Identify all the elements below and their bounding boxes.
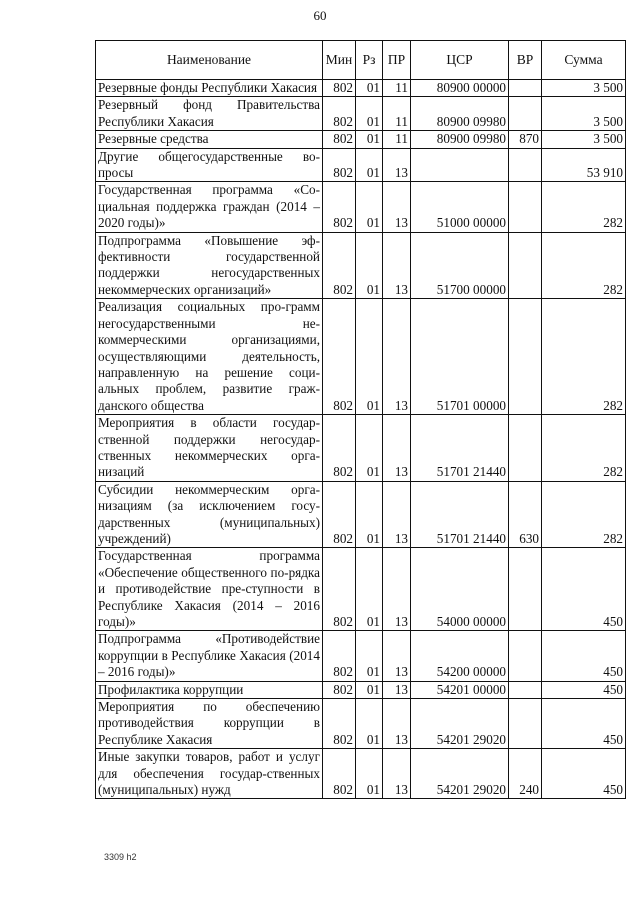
cell-sum: 450 <box>542 749 626 799</box>
cell-csr: 54201 29020 <box>411 749 509 799</box>
cell-rz: 01 <box>356 415 383 482</box>
cell-rz: 01 <box>356 232 383 299</box>
cell-pr: 13 <box>383 481 411 548</box>
cell-rz: 01 <box>356 699 383 749</box>
cell-pr: 13 <box>383 415 411 482</box>
cell-csr: 54200 00000 <box>411 631 509 681</box>
cell-csr: 80900 09980 <box>411 97 509 131</box>
cell-rz: 01 <box>356 681 383 698</box>
cell-sum: 450 <box>542 681 626 698</box>
cell-pr: 13 <box>383 299 411 415</box>
cell-name: Мероприятия по обеспечению противодействия коррупции в Республике Хакасия <box>96 699 323 749</box>
cell-rz: 01 <box>356 631 383 681</box>
cell-csr <box>411 148 509 182</box>
table-row <box>96 681 626 698</box>
cell-name: Профилактика коррупции <box>96 681 323 698</box>
cell-sum: 3 500 <box>542 97 626 131</box>
table-row <box>96 232 626 299</box>
footer-code: 3309 h2 <box>104 852 137 862</box>
table-row <box>96 97 626 131</box>
cell-sum: 282 <box>542 182 626 232</box>
cell-min: 802 <box>323 548 356 631</box>
cell-min: 802 <box>323 131 356 148</box>
table-row <box>96 481 626 548</box>
cell-sum: 3 500 <box>542 131 626 148</box>
cell-vr <box>509 631 542 681</box>
cell-sum: 450 <box>542 631 626 681</box>
cell-vr: 240 <box>509 749 542 799</box>
cell-vr <box>509 80 542 97</box>
cell-csr: 51701 21440 <box>411 415 509 482</box>
cell-vr <box>509 699 542 749</box>
cell-min: 802 <box>323 415 356 482</box>
cell-name: Государственная программа «Обеспечение общественного по-рядка и противодействие пре-ступности в Республике Хакасия (2014 – 2016 годы)» <box>96 548 323 631</box>
cell-vr <box>509 97 542 131</box>
cell-pr: 11 <box>383 131 411 148</box>
cell-rz: 01 <box>356 97 383 131</box>
cell-rz: 01 <box>356 182 383 232</box>
header-csr: ЦСР <box>411 41 509 80</box>
cell-rz: 01 <box>356 80 383 97</box>
cell-csr: 51000 00000 <box>411 182 509 232</box>
cell-min: 802 <box>323 299 356 415</box>
cell-sum: 53 910 <box>542 148 626 182</box>
cell-name: Другие общегосударственные во-просы <box>96 148 323 182</box>
table-row <box>96 131 626 148</box>
cell-vr <box>509 299 542 415</box>
header-rz: Рз <box>356 41 383 80</box>
cell-rz: 01 <box>356 148 383 182</box>
cell-vr <box>509 232 542 299</box>
cell-vr: 870 <box>509 131 542 148</box>
cell-rz: 01 <box>356 749 383 799</box>
table-row <box>96 80 626 97</box>
cell-min: 802 <box>323 631 356 681</box>
cell-pr: 13 <box>383 699 411 749</box>
table-header-row <box>96 41 626 80</box>
cell-vr <box>509 548 542 631</box>
cell-sum: 450 <box>542 548 626 631</box>
header-pr: ПР <box>383 41 411 80</box>
cell-rz: 01 <box>356 131 383 148</box>
cell-pr: 13 <box>383 232 411 299</box>
cell-csr: 51701 00000 <box>411 299 509 415</box>
cell-pr: 13 <box>383 148 411 182</box>
cell-vr <box>509 182 542 232</box>
cell-min: 802 <box>323 699 356 749</box>
cell-pr: 13 <box>383 182 411 232</box>
table-row <box>96 415 626 482</box>
cell-sum: 282 <box>542 232 626 299</box>
cell-min: 802 <box>323 182 356 232</box>
budget-table <box>95 40 626 799</box>
cell-rz: 01 <box>356 548 383 631</box>
cell-sum: 3 500 <box>542 80 626 97</box>
cell-min: 802 <box>323 97 356 131</box>
table-row <box>96 299 626 415</box>
table-row <box>96 631 626 681</box>
cell-rz: 01 <box>356 299 383 415</box>
cell-vr <box>509 681 542 698</box>
cell-min: 802 <box>323 232 356 299</box>
header-name: Наименование <box>96 41 323 80</box>
header-sum: Сумма <box>542 41 626 80</box>
cell-csr: 54201 00000 <box>411 681 509 698</box>
cell-pr: 13 <box>383 548 411 631</box>
cell-sum: 282 <box>542 481 626 548</box>
table-row <box>96 148 626 182</box>
cell-sum: 282 <box>542 415 626 482</box>
table-row <box>96 548 626 631</box>
page-number: 60 <box>313 8 327 23</box>
cell-vr: 630 <box>509 481 542 548</box>
cell-csr: 51701 21440 <box>411 481 509 548</box>
header-min: Мин <box>323 41 356 80</box>
cell-csr: 80900 00000 <box>411 80 509 97</box>
cell-sum: 282 <box>542 299 626 415</box>
table-row <box>96 749 626 799</box>
cell-min: 802 <box>323 481 356 548</box>
cell-name: Мероприятия в области государ-ственной поддержки негосудар-ственных некоммерческих орга-низаций <box>96 415 323 482</box>
cell-pr: 11 <box>383 97 411 131</box>
cell-pr: 13 <box>383 631 411 681</box>
table-row <box>96 182 626 232</box>
cell-name: Реализация социальных про-грамм негосударственными не-коммерческими организациями, осуществляющими деятельность, направленную на решение соци-альных проблем, развитие граж-данского общества <box>96 299 323 415</box>
cell-rz: 01 <box>356 481 383 548</box>
cell-min: 802 <box>323 148 356 182</box>
cell-name: Резервные фонды Республики Хакасия <box>96 80 323 97</box>
cell-vr <box>509 148 542 182</box>
cell-min: 802 <box>323 80 356 97</box>
table-body <box>96 80 626 799</box>
cell-pr: 13 <box>383 749 411 799</box>
table-row <box>96 699 626 749</box>
cell-csr: 54201 29020 <box>411 699 509 749</box>
cell-name: Иные закупки товаров, работ и услуг для обеспечения государ-ственных (муниципальных) нужд <box>96 749 323 799</box>
cell-name: Резервный фонд Правительства Республики Хакасия <box>96 97 323 131</box>
cell-name: Государственная программа «Со-циальная поддержка граждан (2014 – 2020 годы)» <box>96 182 323 232</box>
cell-min: 802 <box>323 749 356 799</box>
cell-vr <box>509 415 542 482</box>
cell-csr: 80900 09980 <box>411 131 509 148</box>
cell-name: Субсидии некоммерческим орга-низациям (за исключением госу-дарственных (муниципальных) учреждений) <box>96 481 323 548</box>
cell-name: Подпрограмма «Противодействие коррупции в Республике Хакасия (2014 – 2016 годы)» <box>96 631 323 681</box>
cell-name: Резервные средства <box>96 131 323 148</box>
cell-sum: 450 <box>542 699 626 749</box>
cell-pr: 13 <box>383 681 411 698</box>
cell-min: 802 <box>323 681 356 698</box>
header-vr: ВР <box>509 41 542 80</box>
cell-csr: 51700 00000 <box>411 232 509 299</box>
cell-pr: 11 <box>383 80 411 97</box>
cell-name: Подпрограмма «Повышение эф-фективности государственной поддержки негосударственных некоммерческих организаций» <box>96 232 323 299</box>
cell-csr: 54000 00000 <box>411 548 509 631</box>
